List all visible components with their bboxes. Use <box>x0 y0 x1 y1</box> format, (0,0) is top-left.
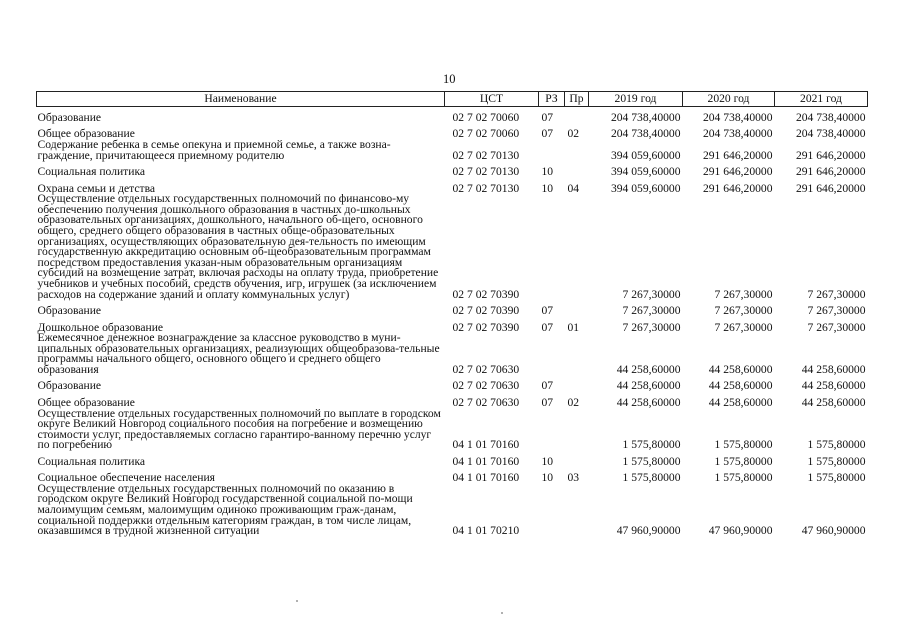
cell-2021: 1 575,80000 <box>807 471 866 485</box>
cell-2020: 44 258,60000 <box>708 395 773 409</box>
cell-cst: 02 7 02 70130 <box>452 148 520 162</box>
cell-2019: 204 738,40000 <box>610 127 681 141</box>
cell-2019: 394 059,60000 <box>610 165 681 179</box>
cell-pr <box>565 161 589 178</box>
cell-2020: 44 258,60000 <box>708 362 773 376</box>
cell-rz: 10 <box>541 471 554 485</box>
cell-2019: 1 575,80000 <box>622 454 681 468</box>
cell-2020: 291 646,20000 <box>702 181 773 195</box>
cell-name: Социальное обеспечение населения <box>37 471 216 485</box>
table-row <box>37 107 868 124</box>
cell-2021: 44 258,60000 <box>801 379 866 393</box>
cell-rz <box>539 409 565 451</box>
cell-pr <box>565 194 589 300</box>
scan-speck <box>501 612 503 614</box>
header-pr: Пр <box>565 92 589 107</box>
cell-cst: 02 7 02 70390 <box>452 320 520 334</box>
cell-2021: 47 960,90000 <box>801 524 866 538</box>
cell-2021: 291 646,20000 <box>795 148 866 162</box>
cell-2021: 7 267,30000 <box>807 287 866 301</box>
header-2021: 2021 год <box>775 92 868 107</box>
cell-name: Ежемесячное денежное вознаграждение за классное руководство в муни-ципальных образовательных организациях, реализующих общеобразова-тельные программы начального общего, основного общего и среднего общего образования <box>37 331 440 376</box>
cell-rz: 10 <box>541 181 554 195</box>
cell-rz <box>539 194 565 300</box>
cell-cst: 02 7 02 70130 <box>452 181 520 195</box>
cell-pr: 02 <box>567 127 580 141</box>
cell-2020: 47 960,90000 <box>708 524 773 538</box>
table-row <box>37 333 868 375</box>
cell-cst: 02 7 02 70390 <box>452 287 520 301</box>
cell-2021: 44 258,60000 <box>801 395 866 409</box>
cell-pr <box>565 409 589 451</box>
cell-cst: 04 1 01 70160 <box>452 471 520 485</box>
cell-2019: 44 258,60000 <box>616 379 681 393</box>
cell-name: Образование <box>37 379 102 393</box>
cell-name: Социальная политика <box>37 454 146 468</box>
cell-2019: 394 059,60000 <box>610 181 681 195</box>
table-row <box>37 409 868 451</box>
table-row <box>37 194 868 300</box>
header-cst: ЦСТ <box>445 92 539 107</box>
cell-2021: 1 575,80000 <box>807 454 866 468</box>
cell-rz: 07 <box>541 304 554 318</box>
table-body <box>37 107 868 537</box>
table-row <box>37 300 868 317</box>
cell-2021: 7 267,30000 <box>807 304 866 318</box>
cell-rz <box>539 140 565 161</box>
cell-2021: 44 258,60000 <box>801 362 866 376</box>
cell-2021: 204 738,40000 <box>795 110 866 124</box>
cell-rz: 07 <box>541 395 554 409</box>
cell-name: Социальная политика <box>37 165 146 179</box>
cell-2020: 291 646,20000 <box>702 165 773 179</box>
cell-2021: 204 738,40000 <box>795 127 866 141</box>
cell-pr <box>565 140 589 161</box>
cell-2019: 7 267,30000 <box>622 287 681 301</box>
cell-pr: 02 <box>567 395 580 409</box>
cell-pr: 04 <box>567 181 580 195</box>
cell-pr: 03 <box>567 471 580 485</box>
cell-name: Осуществление отдельных государственных полномочий по финансово-му обеспечению получения дошкольного образования в частных до-школьных образовательных организациях, дошкольного, начального об-щего, основного общего, среднего общего образования в частных обще-образовательных организациях, осуществляющих образовательную дея-тельность по имеющим государственную аккредитацию основным об-щеобразовательным программам посредством предоставления указан-ным образовательным организациям субсидий на возмещение затрат, включая расходы на оплату труда, приобретение учебников и учебных пособий, средств обучения, игр, игрушек (за исключением расходов на содержание зданий и оплату коммунальных услуг) <box>37 192 439 301</box>
cell-2020: 204 738,40000 <box>702 110 773 124</box>
cell-pr <box>565 300 589 317</box>
cell-name: Содержание ребенка в семье опекуна и приемной семье, а также возна-граждение, причитающееся приемному родителю <box>37 138 391 162</box>
cell-2019: 394 059,60000 <box>610 148 681 162</box>
cell-2021: 291 646,20000 <box>795 165 866 179</box>
cell-rz: 07 <box>541 379 554 393</box>
cell-rz <box>539 333 565 375</box>
cell-2021: 7 267,30000 <box>807 320 866 334</box>
cell-2019: 204 738,40000 <box>610 110 681 124</box>
cell-2021: 291 646,20000 <box>795 181 866 195</box>
cell-cst: 02 7 02 70630 <box>452 379 520 393</box>
cell-pr <box>565 451 589 468</box>
table-row <box>37 484 868 537</box>
cell-name: Общее образование <box>37 127 135 141</box>
table-row <box>37 376 868 393</box>
header-name: Наименование <box>37 92 445 107</box>
cell-rz: 10 <box>541 165 554 179</box>
cell-2019: 7 267,30000 <box>622 304 681 318</box>
cell-2019: 1 575,80000 <box>622 438 681 452</box>
cell-name: Дошкольное образование <box>37 320 164 334</box>
cell-cst: 04 1 01 70210 <box>452 524 520 538</box>
cell-pr <box>565 376 589 393</box>
scan-speck <box>296 600 298 602</box>
cell-cst: 02 7 02 70060 <box>452 127 520 141</box>
cell-rz <box>539 484 565 537</box>
cell-2020: 7 267,30000 <box>714 304 773 318</box>
cell-cst: 02 7 02 70390 <box>452 304 520 318</box>
cell-cst: 02 7 02 70630 <box>452 362 520 376</box>
cell-2020: 44 258,60000 <box>708 379 773 393</box>
cell-pr <box>565 333 589 375</box>
cell-rz: 07 <box>541 110 554 124</box>
cell-name: Осуществление отдельных государственных полномочий по выплате в городском округе Великий Новгород социального пособия на погребение и возмещению стоимости услуг, предоставляемых согласно гарантиро-ванному перечню услуг по погребению <box>37 406 441 452</box>
cell-name: Осуществление отдельных государственных полномочий по оказанию в городском округе Великий Новгород государственной социальной по-мощи малоимущим семьям, малоимущим одиноко проживающим граж-данам, социальной поддержки отдельным категориям граждан, в том числе лицам, оказавшимся в трудной жизненной ситуации <box>37 481 413 538</box>
budget-table <box>36 91 868 537</box>
cell-2020: 1 575,80000 <box>714 471 773 485</box>
cell-cst: 04 1 01 70160 <box>452 438 520 452</box>
cell-pr <box>565 107 589 124</box>
table-row <box>37 140 868 161</box>
cell-2019: 47 960,90000 <box>616 524 681 538</box>
cell-2019: 7 267,30000 <box>622 320 681 334</box>
cell-cst: 02 7 02 70060 <box>452 110 520 124</box>
cell-pr: 01 <box>567 320 580 334</box>
cell-2020: 291 646,20000 <box>702 148 773 162</box>
header-2019: 2019 год <box>589 92 683 107</box>
cell-rz: 07 <box>541 127 554 141</box>
cell-name: Образование <box>37 110 102 124</box>
table-header-row <box>37 92 868 107</box>
cell-2020: 1 575,80000 <box>714 454 773 468</box>
cell-rz: 07 <box>541 320 554 334</box>
header-2020: 2020 год <box>683 92 775 107</box>
cell-cst: 02 7 02 70630 <box>452 395 520 409</box>
cell-name: Охрана семьи и детства <box>37 181 156 195</box>
cell-cst: 02 7 02 70130 <box>452 165 520 179</box>
cell-name: Общее образование <box>37 395 135 409</box>
cell-2020: 7 267,30000 <box>714 320 773 334</box>
cell-rz: 10 <box>541 454 554 468</box>
cell-cst: 04 1 01 70160 <box>452 454 520 468</box>
cell-name: Образование <box>37 304 102 318</box>
cell-2020: 1 575,80000 <box>714 438 773 452</box>
header-rz: РЗ <box>539 92 565 107</box>
cell-2019: 1 575,80000 <box>622 471 681 485</box>
cell-2019: 44 258,60000 <box>616 362 681 376</box>
cell-2019: 44 258,60000 <box>616 395 681 409</box>
cell-2021: 1 575,80000 <box>807 438 866 452</box>
table-row <box>37 451 868 468</box>
cell-2020: 204 738,40000 <box>702 127 773 141</box>
table-row <box>37 161 868 178</box>
page-number: 10 <box>443 72 456 86</box>
cell-pr <box>565 484 589 537</box>
cell-2020: 7 267,30000 <box>714 287 773 301</box>
